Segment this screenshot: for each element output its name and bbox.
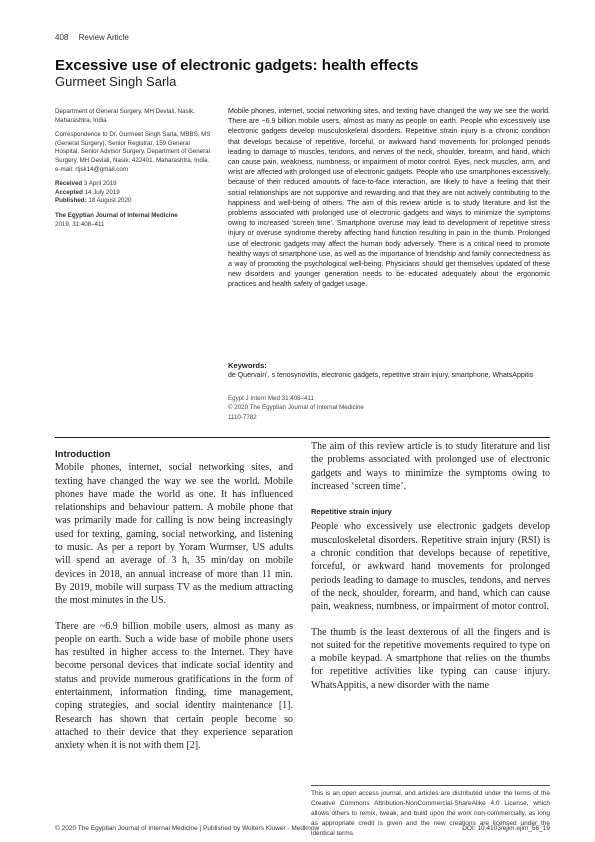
received-value: 3 April 2019 [83,180,117,188]
copyright-line: © 2020 The Egyptian Journal of Internal Medicine [228,404,364,412]
intro-paragraph-1: Mobile phones, internet, social networking sites, and texting have changed the way we see the world. Mobile phones have made the world as one. It has influenced relationships and behaviour pattern. A mobile phone that was primarily made for calling is now being increasingly used for texting, gaming, social networking, and listening to music. As per a report by Yoram Wurmser, US adults will spend an average of 3 h, 35 min/day on mobile devices in 2018, an annual increase of more than 11 min. By 2019, mobile will surpass TV as the medium attracting the most minutes in the US. [55,462,293,607]
correspondence-email: e-mail: rtjsk14@gmail.com [55,165,128,173]
citation-block [228,394,550,422]
issn-line: 1110-7782 [228,413,257,421]
article-dates [55,180,213,206]
affiliation: Department of General Surgery, MH Devlali, Nasik, Maharashtra, India [55,108,195,124]
correspondence [55,131,213,174]
abstract [228,106,550,290]
keywords-text: de Quervain’, s tenosynovitis, electronic gadgets, repetitive strain injury, smartphone, WhatsAppitis [228,371,534,379]
intro-paragraph-2: There are ~6.9 billion mobile users, almost as many as people on earth. Such a wide base of mobile phone users has resulted in higher access to the Internet. They have become personal devices that indicate social identity and status and provide numerous gratifications in the form of entertainment, information finding, time management, coping strategies, and social identity maintenance [1]. Research has shown that certain people become so attached to their device that they experience separation anxiety when it is not with them [2]. [55,620,293,752]
abstract-text: Mobile phones, internet, social networking sites, and texting have changed the way we see the world. There are ~6.9 billion mobile users, almost as many as people on earth. People who excessively use electronic gadgets develop musculoskeletal disorders. Repetitive strain injury is a chronic condition that develops because of repetitive, forceful, or awkward hand movements for prolonged periods leading to damage to muscles, tendons, and nerves of the neck, shoulder, forearm, and hand, which can cause pain, weakness, numbness, or impairment of motor control. Eyes, neck muscles, arm, and wrist are affected with prolonged use of electronic gadgets. People who use smartphones excessively, because of their reduced amounts of face-to-face interaction, are likely to have a feeling that their social relationships are not supportive and rewarding and that they are not actively contributing to the happiness and well-being of others. The aim of this review article is to study literature and list the problems associated with prolonged use of electronic gadgets and ways to minimize the symptoms owing to increased ‘screen time’. Smartphone overuse may lead to development of repetitive stress injury or overuse syndrome thereby affecting hand function resulting in pain in the thumb. Prolonged use of electronic gadgets may affect the human body adversely. There is a critical need to promote healthy ways of smartphone use, as well as the importance of friendship and family connectedness as a way of promoting the psychological well-being. Physicians should get themselves updated of these new disorders and younger generation needs to be educated adequately about the ergonomic practices and health safety of gadget usage. [228,107,550,289]
running-header [55,33,137,42]
body-column-left [55,448,293,765]
rsi-paragraph-2: The thumb is the least dexterous of all the fingers and is not suited for the repetitive movements required to type on a mobile keypad. A smartphone that relies on the thumbs for repetitive activities like typing can cause injury. WhatsAppitis, a new disorder with the name [311,626,550,691]
received-label: Received [55,180,83,188]
footer-copyright: © 2020 The Egyptian Journal of Internal Medicine | Published by Wolters Kluwer - Medknow [55,825,320,832]
article-author: Gurmeet Singh Sarla [55,74,177,89]
rsi-paragraph-1: People who excessively use electronic gadgets develop musculoskeletal disorders. Repetitive strain injury (RSI) is a chronic condition that develops because of repetitive, forceful, or awkward hand movements for prolonged periods leading to damage to muscles, tendons, and nerves of the neck, shoulder, forearm, and hand, which can cause pain, weakness, numbness, or impairment of motor control. [311,521,550,613]
accepted-date [55,189,213,198]
page-footer [55,825,550,832]
received-date [55,180,213,189]
article-title: Excessive use of electronic gadgets: health effects [55,57,419,74]
correspondence-address: Correspondence to Dr. Gurmeet Singh Sarla, MBBS, MS (General Surgery), Senior Registrar, 159 General Hospital, Senior Advisor Surgery, Department of General Surgery, MH Devlali, Nasik, 422401, Maharashtra, India. [55,131,211,164]
journal-name: The Egyptian Journal of Internal Medicine [55,211,178,219]
published-date [55,197,213,206]
accepted-value: 14 July 2019 [84,188,120,196]
article-metadata [55,108,213,229]
page-number: 408 [55,33,69,42]
accepted-label: Accepted [55,188,83,196]
footer-doi: DOI: 10.4103/ejim.ejim_56_19 [462,825,550,832]
keywords-block [228,361,550,380]
license-note: This is an open access journal, and articles are distributed under the terms of the Creative Commons Attribution-NonCommercial-ShareAlike 4.0 License, which allows others to remix, tweak, and build upon the work non-commercially, as long as appropriate credit is given and the new creations are licensed under the identical terms. [311,785,550,839]
body-column-right [311,440,550,704]
published-label: Published: [55,197,87,205]
keywords-heading: Keywords: [228,361,267,370]
journal-info [55,212,213,229]
section-label: Review Article [78,33,129,42]
published-value: 18 August 2020 [88,197,132,205]
introduction-heading: Introduction [55,449,111,460]
journal-reference: 2019, 31:408–411 [55,220,105,228]
aim-paragraph: The aim of this review article is to study literature and list the problems associated with prolonged use of electronic gadgets and ways to minimize the symptoms owing to increased ‘screen time’. [311,441,550,492]
section-divider [55,437,550,438]
rsi-heading: Repetitive strain injury [311,507,392,517]
citation-line: Egypt J Intern Med 31:408–411 [228,395,314,402]
